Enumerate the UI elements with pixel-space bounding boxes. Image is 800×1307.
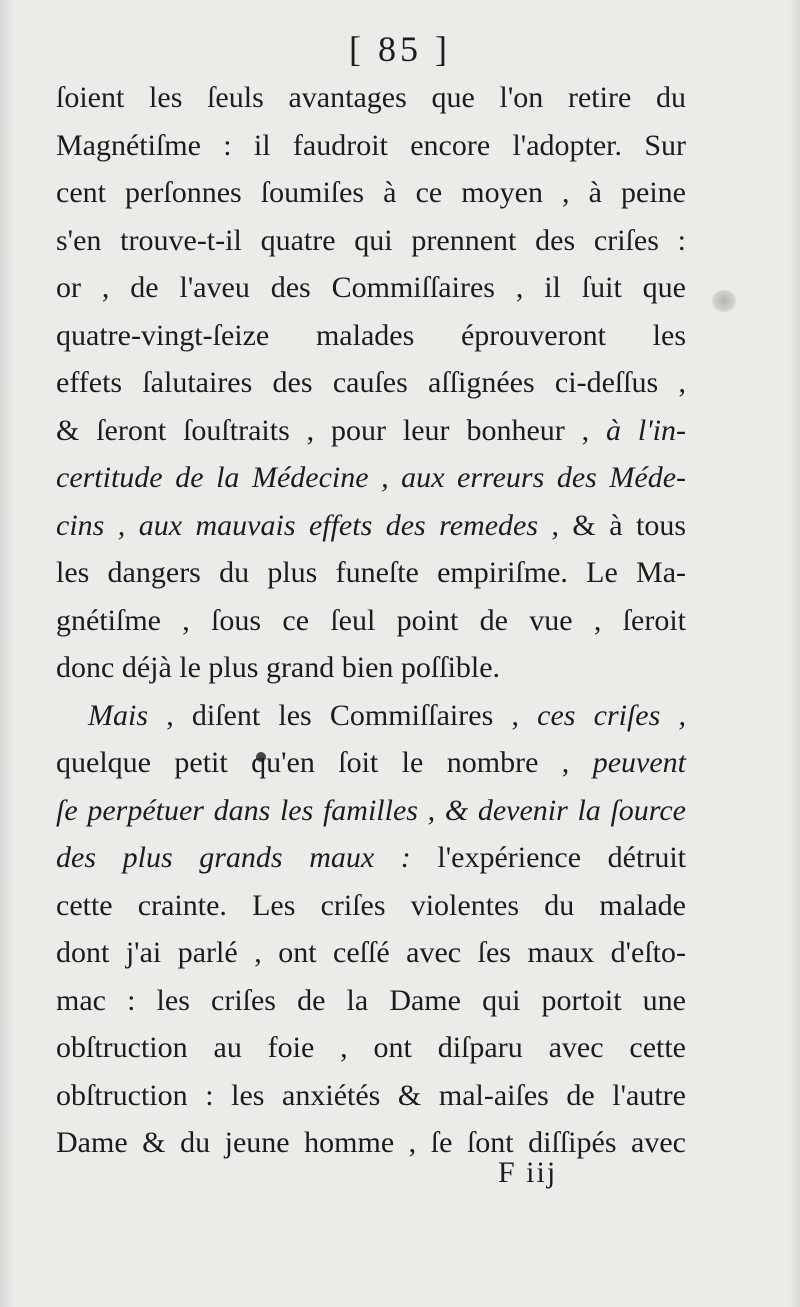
text-line xyxy=(56,74,686,122)
text-line xyxy=(56,597,686,645)
text-line xyxy=(56,977,686,1025)
body-text xyxy=(56,74,686,1167)
text-line xyxy=(56,834,686,882)
text-line xyxy=(56,502,686,550)
roman-text: , & à tous xyxy=(551,508,686,542)
roman-text: , diſent les Commiſſaires , xyxy=(148,698,538,732)
roman-text: cette crainte. Les criſes violentes du malade xyxy=(56,888,686,922)
roman-text: dont j'ai parlé , ont ceſſé avec ſes maux d'eſto- xyxy=(56,936,686,969)
roman-text: l'expérience détruit xyxy=(437,841,686,874)
text-line xyxy=(56,169,686,217)
signature-mark: F iij xyxy=(498,1156,558,1189)
text-line xyxy=(56,122,686,170)
roman-text: mac : les criſes de la Dame qui portoit une xyxy=(56,983,686,1017)
roman-text: s'en trouve-t-il quatre qui prennent des criſes : xyxy=(56,223,686,257)
italic-text: ces criſes , xyxy=(537,698,686,732)
page-right-edge xyxy=(788,0,800,1307)
text-line xyxy=(56,217,686,265)
text-line xyxy=(56,454,686,502)
roman-text: quelque petit qu'en ſoit le nombre , xyxy=(56,746,593,779)
text-line xyxy=(56,882,686,930)
roman-text: obſtruction au foie , ont diſparu avec cette xyxy=(56,1031,686,1064)
text-line xyxy=(56,312,686,360)
italic-text: peuvent xyxy=(592,746,686,779)
page-left-edge xyxy=(0,0,14,1307)
italic-text: à l'in- xyxy=(606,413,686,447)
text-line xyxy=(56,1119,686,1167)
italic-text: Mais xyxy=(88,698,148,732)
text-line xyxy=(56,787,686,835)
roman-text: gnétiſme , ſous ce ſeul point de vue , ſeroit xyxy=(56,603,686,637)
italic-text: cins , aux mauvais effets des remedes xyxy=(56,508,552,542)
ink-stain xyxy=(712,290,736,312)
text-line xyxy=(56,929,686,977)
roman-text: effets ſalutaires des cauſes aſſignées ci-deſſus , xyxy=(56,366,686,399)
roman-text: & ſeront ſouſtraits , pour leur bonheur , xyxy=(56,413,607,447)
roman-text: ſoient les ſeuls avantages que l'on retire du xyxy=(56,81,686,114)
text-line xyxy=(56,1024,686,1072)
roman-text: donc déjà le plus grand bien poſſible. xyxy=(56,651,501,684)
page-number: [ 85 ] xyxy=(349,29,451,69)
roman-text: cent perſonnes ſoumiſes à ce moyen , à peine xyxy=(56,176,686,209)
italic-text: ſe perpétuer dans les familles , & devenir la ſource xyxy=(56,793,686,827)
text-line xyxy=(56,739,686,787)
text-line xyxy=(56,407,686,455)
roman-text: or , de l'aveu des Commiſſaires , il ſuit que xyxy=(56,271,686,304)
roman-text: Dame & du jeune homme , ſe ſont diſſipés avec xyxy=(56,1126,686,1159)
italic-text: certitude de la Médecine , aux erreurs des Méde- xyxy=(56,461,686,494)
text-line xyxy=(56,644,686,692)
text-line xyxy=(56,359,686,407)
text-line xyxy=(56,692,686,740)
roman-text: Magnétiſme : il faudroit encore l'adopter. Sur xyxy=(56,128,686,162)
roman-text: quatre-vingt-ſeize malades éprouveront les xyxy=(56,318,686,352)
text-line xyxy=(56,1072,686,1120)
italic-text: des plus grands maux : xyxy=(56,841,438,874)
text-line xyxy=(56,264,686,312)
text-line xyxy=(56,549,686,597)
roman-text: les dangers du plus funeſte empiriſme. Le Ma- xyxy=(56,556,686,589)
roman-text: obſtruction : les anxiétés & mal-aiſes de l'autre xyxy=(56,1078,686,1112)
